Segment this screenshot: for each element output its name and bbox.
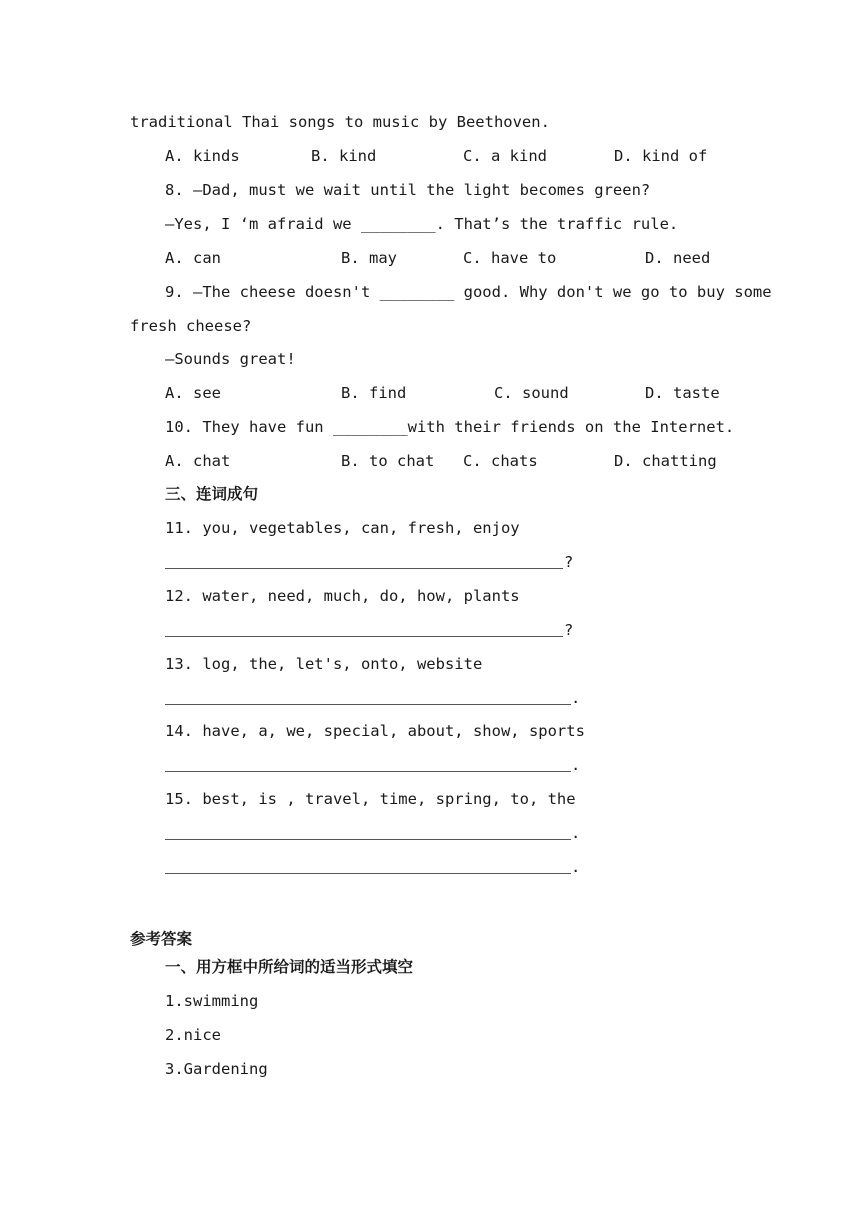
answer-item-2: 2.nice xyxy=(165,1026,221,1044)
q15-answer-line[interactable] xyxy=(165,839,571,840)
q7-option-a: A. kinds xyxy=(165,147,240,165)
q14-answer-line[interactable] xyxy=(165,771,571,772)
q11-prompt: 11. you, vegetables, can, fresh, enjoy xyxy=(165,519,520,537)
q9-option-b: B. find xyxy=(341,384,407,402)
q8-option-a: A. can xyxy=(165,249,221,267)
q8-option-d: D. need xyxy=(645,249,711,267)
q12-end-mark: ? xyxy=(564,621,574,639)
section3-heading: 三、连词成句 xyxy=(165,485,259,503)
q8-option-b: B. may xyxy=(341,249,397,267)
q7-continuation: traditional Thai songs to music by Beethoven. xyxy=(130,113,550,131)
q7-option-c: C. a kind xyxy=(463,147,547,165)
q15-end-mark: . xyxy=(571,824,581,842)
q14-prompt: 14. have, a, we, special, about, show, sports xyxy=(165,722,585,740)
q13-answer-line[interactable] xyxy=(165,704,571,705)
q8-question: 8. —Dad, must we wait until the light becomes green? xyxy=(165,181,651,199)
q13-end-mark: . xyxy=(571,689,581,707)
q12-answer-line[interactable] xyxy=(165,636,563,637)
q9-option-c: C. sound xyxy=(494,384,569,402)
answer-item-1: 1.swimming xyxy=(165,992,259,1010)
q9-option-a: A. see xyxy=(165,384,221,402)
q7-option-d: D. kind of xyxy=(614,147,708,165)
q15-answer-line-2[interactable] xyxy=(165,873,571,874)
q13-prompt: 13. log, the, let's, onto, website xyxy=(165,655,483,673)
q10-option-c: C. chats xyxy=(463,452,538,470)
answers-section1-heading: 一、用方框中所给词的适当形式填空 xyxy=(165,958,414,976)
q8-option-c: C. have to xyxy=(463,249,557,267)
q9-reply: —Sounds great! xyxy=(165,350,296,368)
q8-answer-line: —Yes, I ‘m afraid we ________. That’s the traffic rule. xyxy=(165,215,679,233)
q11-answer-line[interactable] xyxy=(165,568,563,569)
q9-question-cont: fresh cheese? xyxy=(130,317,252,335)
q9-option-d: D. taste xyxy=(645,384,720,402)
q15-end-mark-2: . xyxy=(571,858,581,876)
q12-prompt: 12. water, need, much, do, how, plants xyxy=(165,587,520,605)
answers-title: 参考答案 xyxy=(130,930,193,948)
q14-end-mark: . xyxy=(571,756,581,774)
q10-option-d: D. chatting xyxy=(614,452,717,470)
q10-question: 10. They have fun ________with their friends on the Internet. xyxy=(165,418,735,436)
q10-option-a: A. chat xyxy=(165,452,231,470)
q10-option-b: B. to chat xyxy=(341,452,435,470)
q7-option-b: B. kind xyxy=(311,147,377,165)
q15-prompt: 15. best, is , travel, time, spring, to, the xyxy=(165,790,576,808)
q9-question: 9. —The cheese doesn't ________ good. Why don't we go to buy some xyxy=(165,283,772,301)
answer-item-3: 3.Gardening xyxy=(165,1060,268,1078)
q11-end-mark: ? xyxy=(564,553,574,571)
